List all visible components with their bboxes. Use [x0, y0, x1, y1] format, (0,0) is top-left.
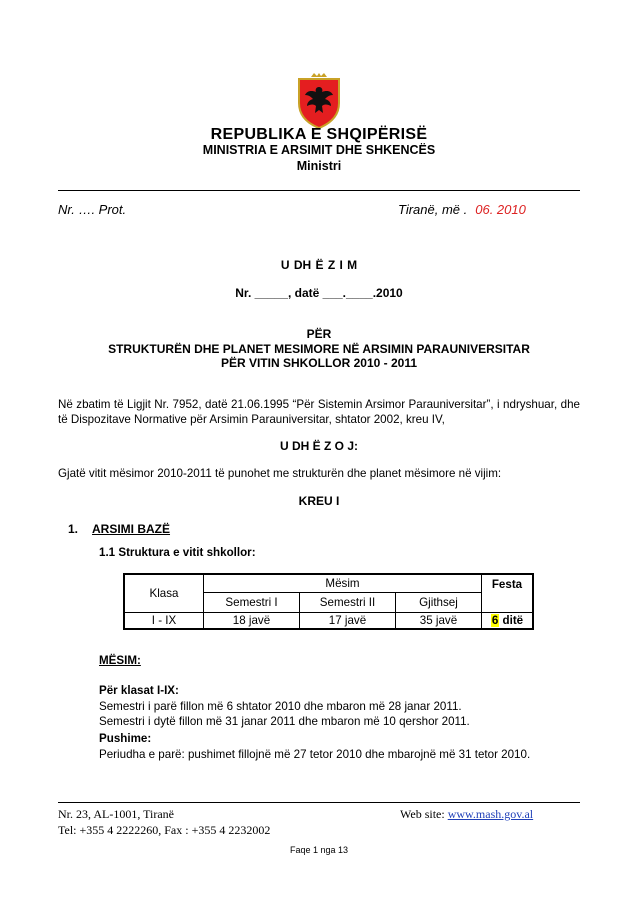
footer-web: [400, 806, 533, 822]
footer-divider: [58, 802, 580, 803]
page-number: Faqe 1 nga 13: [289, 845, 349, 855]
protocol-number: Nr. …. Prot.: [58, 202, 127, 217]
document-number: Nr. _____, datë ___.____.2010: [235, 286, 403, 300]
footer-contact: [58, 806, 270, 838]
header-gjithsej: Gjithsej: [396, 592, 482, 612]
document-type: U DH Ë Z I M: [280, 258, 358, 272]
subject-line-2: PËR VITIN SHKOLLOR 2010 - 2011: [220, 356, 418, 370]
table-row: [124, 612, 533, 629]
republic-name: REPUBLIKA E SHQIPËRISË: [210, 126, 428, 143]
office-name: Ministri: [296, 159, 342, 173]
festa-days-highlight: 6: [491, 613, 499, 627]
breaks-heading: Pushime:: [99, 732, 152, 745]
header-divider: [58, 190, 580, 191]
preamble-paragraph: Në zbatim të Ligjit Nr. 7952, datë 21.06.1995 “Për Sistemin Arsimor Parauniversitar”, i ndryshuar, dhe të Dispozitave Normative për Arsimin Parauniversitar, shtator 2002, kreu IV,: [58, 398, 580, 426]
school-year-table: [123, 573, 534, 630]
header-semestri-1: Semestri I: [204, 592, 300, 612]
place-date: [398, 202, 526, 217]
intro-paragraph: Gjatë vitit mësimor 2010-2011 të punohet me strukturën dhe planet mësimore në vijim:: [58, 467, 502, 480]
classes-block: [99, 683, 470, 730]
semester-2-text: Semestri i dytë fillon më 31 janar 2011 dhe mbaron më 10 qershor 2011.: [99, 715, 470, 728]
header-klasa: Klasa: [124, 574, 204, 612]
section-heading: [68, 522, 170, 536]
festa-unit: ditë: [499, 613, 524, 627]
place-label: Tiranë, më .: [398, 202, 468, 217]
subsection-heading: 1.1 Struktura e vitit shkollor:: [99, 546, 256, 559]
subject-prefix: PËR: [306, 327, 332, 341]
classes-heading: Për klasat I-IX:: [99, 684, 179, 697]
section-number: 1.: [68, 522, 79, 536]
subject-line-1: STRUKTURËN DHE PLANET MESIMORE NË ARSIMIN PARAUNIVERSITAR: [108, 342, 530, 356]
breaks-text: Periudha e parë: pushimet fillojnë më 27 tetor 2010 dhe mbarojnë më 31 tetor 2010.: [99, 747, 531, 761]
footer-address: Nr. 23, AL-1001, Tiranë: [58, 807, 175, 821]
section-title: ARSIMI BAZË: [92, 522, 171, 536]
header-semestri-2: Semestri II: [300, 592, 396, 612]
header-mesim: Mësim: [204, 574, 482, 592]
cell-sem2: 17 javë: [300, 612, 396, 629]
website-link[interactable]: www.mash.gov.al: [447, 807, 534, 821]
header-festa: Festa: [482, 574, 534, 612]
footer-phone: Tel: +355 4 2222260, Fax : +355 4 2232002: [58, 823, 271, 837]
cell-sem1: 18 javë: [204, 612, 300, 629]
cell-klasa: I - IX: [124, 612, 204, 629]
albania-coat-of-arms-icon: [297, 73, 341, 129]
document-date: 06. 2010: [475, 202, 526, 217]
semester-1-text: Semestri i parë fillon më 6 shtator 2010 dhe mbaron më 28 janar 2011.: [99, 699, 462, 713]
ministry-name: MINISTRIA E ARSIMIT DHE SHKENCËS: [202, 143, 436, 157]
web-label: Web site:: [400, 807, 448, 821]
mesim-heading: MËSIM:: [99, 654, 141, 667]
cell-festa: [482, 612, 534, 629]
breaks-block: [99, 731, 530, 762]
cell-total: 35 javë: [396, 612, 482, 629]
chapter-heading: KREU I: [298, 494, 340, 508]
instruction-heading: U DH Ë Z O J:: [279, 439, 358, 453]
